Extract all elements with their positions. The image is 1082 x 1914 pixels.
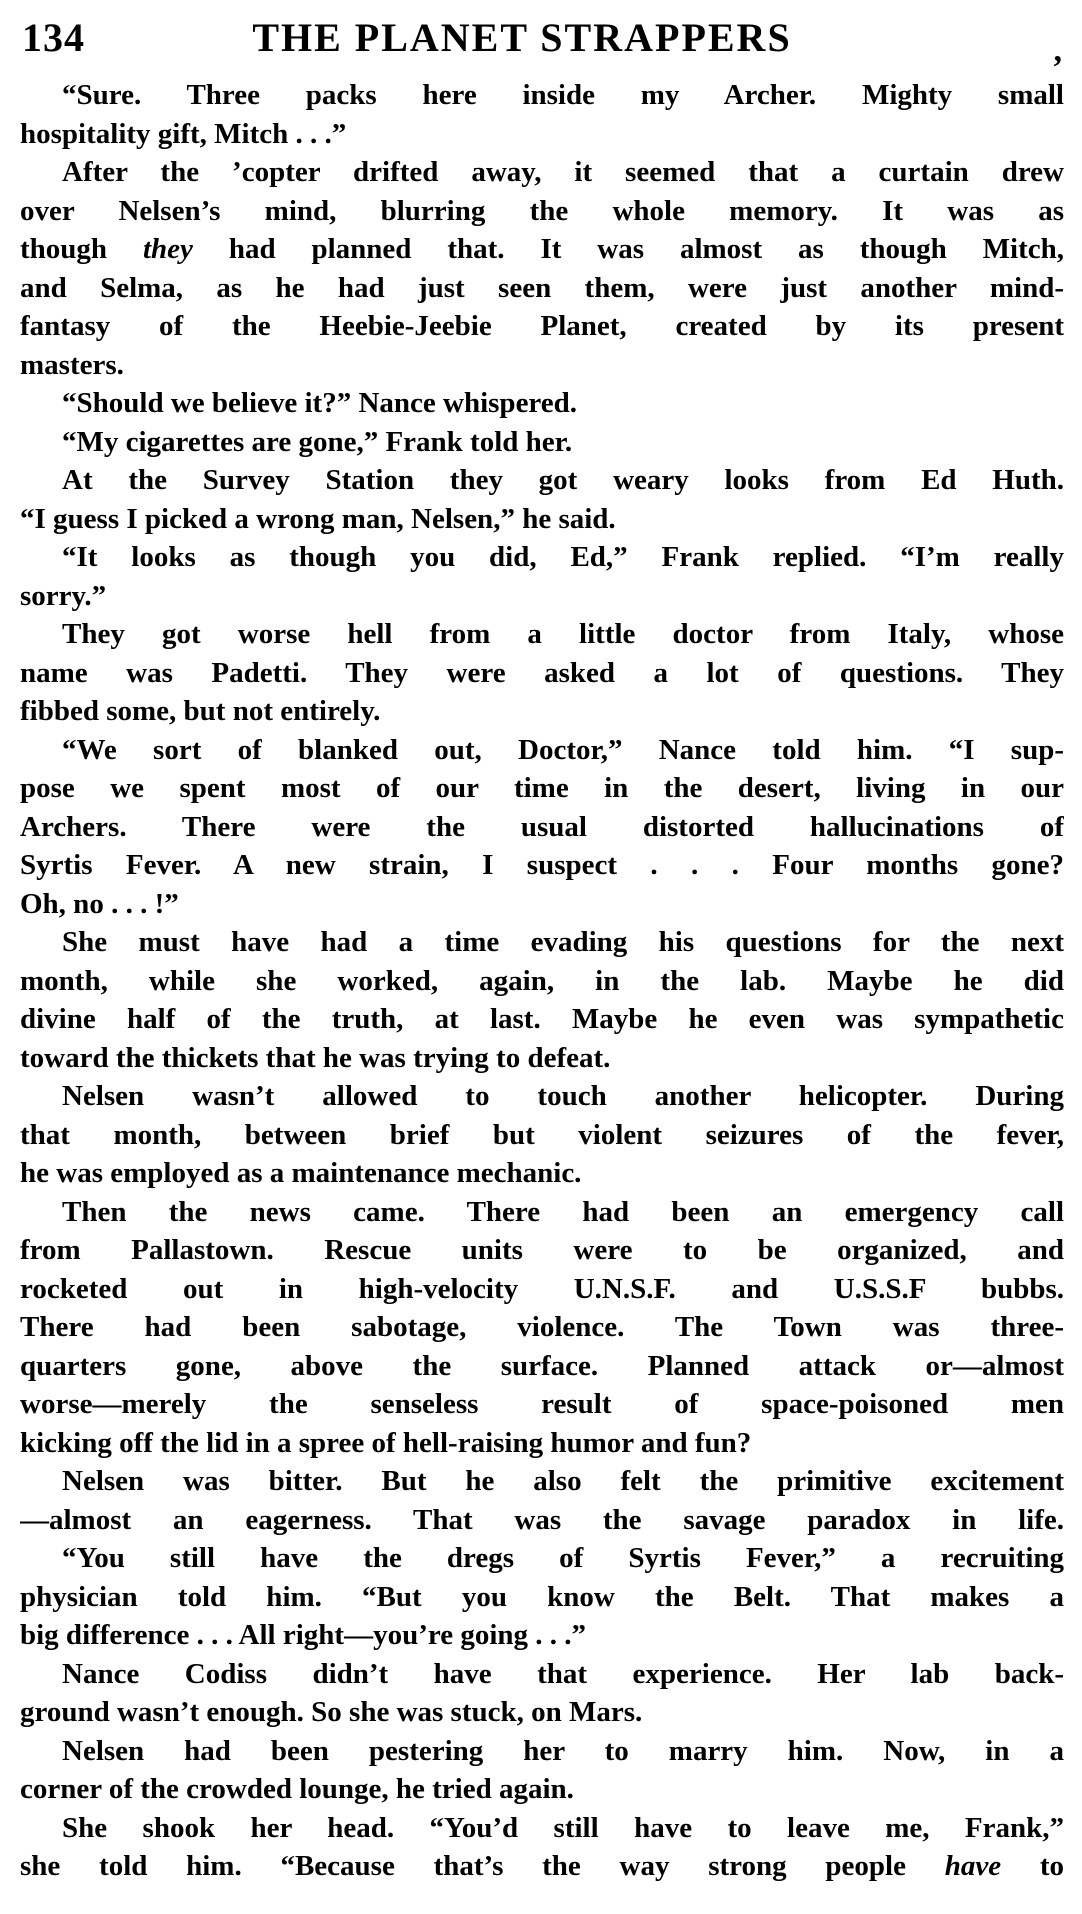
- text-line: Nelsen wasn’t allowed to touch another helicopter. During: [62, 1080, 1064, 1112]
- text-line: At the Survey Station they got weary looks from Ed Huth.: [62, 464, 1064, 496]
- text-line: “I guess I picked a wrong man, Nelsen,” he said.: [20, 502, 616, 535]
- text-line: hospitality gift, Mitch . . .”: [20, 117, 347, 150]
- text-line: There had been sabotage, violence. The Town was three-: [20, 1311, 1064, 1343]
- text-line: big difference . . . All right—you’re going . . .”: [20, 1619, 587, 1651]
- text-line: “You still have the dregs of Syrtis Fever,” a recruiting: [62, 1542, 1064, 1574]
- text-line: month, while she worked, again, in the lab. Maybe he did: [20, 964, 1064, 997]
- paragraph: [20, 1462, 1064, 1539]
- text-line: After the ’copter drifted away, it seemed that a curtain drew: [62, 156, 1064, 188]
- page-header: [20, 14, 1064, 69]
- paragraph: [20, 461, 1064, 538]
- paragraph: [20, 538, 1064, 615]
- text-line: name was Padetti. They were asked a lot of questions. They: [20, 656, 1064, 689]
- paragraph: [20, 1732, 1064, 1809]
- text-line: from Pallastown. Rescue units were to be organized, and: [20, 1234, 1064, 1266]
- paragraph: [20, 1193, 1064, 1463]
- paragraph: [20, 423, 1064, 462]
- paragraph: [20, 1809, 1064, 1886]
- text-line: Then the news came. There had been an emergency call: [62, 1195, 1064, 1228]
- paragraph: [20, 1539, 1064, 1655]
- text-line: though they had planned that. It was almost as though Mitch,: [20, 233, 1064, 265]
- text-line: Nelsen was bitter. But he also felt the primitive excitement: [62, 1465, 1064, 1497]
- text-line: ground wasn’t enough. So she was stuck, on Mars.: [20, 1696, 643, 1728]
- paragraph: [20, 384, 1064, 423]
- text-line: Oh, no . . . !”: [20, 887, 179, 920]
- text-line: toward the thickets that he was trying to defeat.: [20, 1041, 611, 1074]
- text-line: that month, between brief but violent seizures of the fever,: [20, 1118, 1064, 1151]
- text-block: [20, 76, 1064, 1886]
- text-line: she told him. “Because that’s the way strong people have to: [20, 1850, 1064, 1882]
- text-line: worse—merely the senseless result of space-poisoned men: [20, 1388, 1064, 1420]
- text-line: “It looks as though you did, Ed,” Frank replied. “I’m really: [62, 541, 1064, 573]
- page-number: 134: [22, 15, 85, 60]
- text-line: “We sort of blanked out, Doctor,” Nance told him. “I sup-: [62, 733, 1064, 766]
- text-line: Syrtis Fever. A new strain, I suspect . . . Four months gone?: [20, 849, 1064, 881]
- text-line: She shook her head. “You’d still have to leave me, Frank,”: [62, 1811, 1064, 1844]
- italic-text: they: [142, 233, 193, 265]
- text-line: They got worse hell from a little doctor from Italy, whose: [62, 618, 1064, 650]
- text-line: “Sure. Three packs here inside my Archer. Mighty small: [62, 79, 1064, 111]
- text-line: “My cigarettes are gone,” Frank told her.: [62, 425, 573, 458]
- paragraph: [20, 731, 1064, 924]
- text-line: She must have had a time evading his questions for the next: [62, 926, 1064, 958]
- text-line: and Selma, as he had just seen them, were just another mind-: [20, 271, 1064, 304]
- text-line: over Nelsen’s mind, blurring the whole memory. It was as: [20, 194, 1064, 227]
- text-line: —almost an eagerness. That was the savage paradox in life.: [20, 1503, 1064, 1536]
- text-line: sorry.”: [20, 579, 107, 612]
- text-line: quarters gone, above the surface. Planned attack or—almost: [20, 1349, 1064, 1382]
- text-line: fantasy of the Heebie-Jeebie Planet, created by its present: [20, 310, 1064, 342]
- paragraph: [20, 153, 1064, 384]
- text-line: kicking off the lid in a spree of hell-raising humor and fun?: [20, 1426, 752, 1459]
- paragraph: [20, 923, 1064, 1077]
- italic-text: have: [944, 1850, 1002, 1882]
- text-line: masters.: [20, 348, 124, 381]
- scan-artifact: ,: [1053, 32, 1062, 69]
- book-title: THE PLANET STRAPPERS: [252, 15, 792, 60]
- paragraph: [20, 1077, 1064, 1193]
- text-line: Nelsen had been pestering her to marry him. Now, in a: [62, 1734, 1064, 1767]
- paragraph: [20, 615, 1064, 731]
- paragraph: [20, 1655, 1064, 1732]
- text-line: Archers. There were the usual distorted hallucinations of: [20, 810, 1064, 843]
- paragraph: [20, 76, 1064, 153]
- text-line: he was employed as a maintenance mechanic.: [20, 1157, 582, 1189]
- text-line: corner of the crowded lounge, he tried again.: [20, 1773, 574, 1805]
- text-line: physician told him. “But you know the Belt. That makes a: [20, 1580, 1064, 1613]
- text-line: pose we spent most of our time in the desert, living in our: [20, 772, 1064, 804]
- text-line: fibbed some, but not entirely.: [20, 695, 381, 727]
- text-line: Nance Codiss didn’t have that experience. Her lab back-: [62, 1657, 1064, 1690]
- text-line: “Should we believe it?” Nance whispered.: [62, 387, 578, 419]
- text-line: rocketed out in high-velocity U.N.S.F. and U.S.S.F bubbs.: [20, 1272, 1064, 1305]
- text-line: divine half of the truth, at last. Maybe he even was sympathetic: [20, 1003, 1064, 1035]
